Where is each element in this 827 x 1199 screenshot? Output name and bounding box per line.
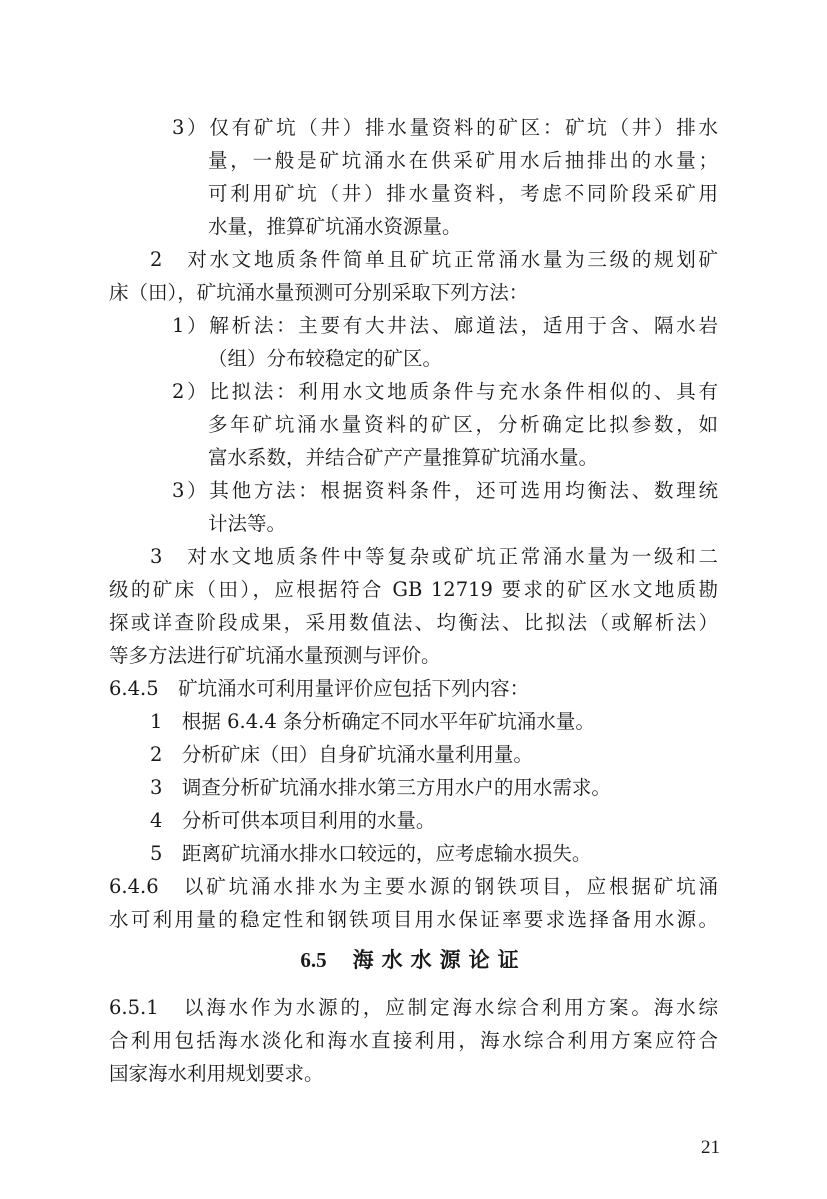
clause-6-5-1: 6.5.1 以海水作为水源的，应制定海水综合利用方案。海水综 <box>109 996 718 1019</box>
text-line-13: 计法等。 <box>208 512 287 535</box>
list-item-2: 2 分析矿床（田）自身矿坑涌水量利用量。 <box>150 743 533 766</box>
list-item-1: 1 根据 6.4.4 条分析确定不同水平年矿坑涌水量。 <box>150 710 595 733</box>
text-line-8: （组）分布较稳定的矿区。 <box>208 347 443 370</box>
clause-6-4-6: 6.4.6 以矿坑涌水排水为主要水源的钢铁项目，应根据矿坑涌 <box>109 875 718 898</box>
text-line-16: 探或详查阶段成果，采用数值法、均衡法、比拟法（或解析法） <box>109 611 718 634</box>
text-line-17: 等多方法进行矿坑涌水量预测与评价。 <box>109 644 441 667</box>
text-line-15: 级的矿床（田），应根据符合 GB 12719 要求的矿区水文地质勘 <box>109 578 718 601</box>
text-line-3: 可利用矿坑（井）排水量资料，考虑不同阶段采矿用 <box>208 182 718 205</box>
text-line-10: 多年矿坑涌水量资料的矿区，分析确定比拟参数，如 <box>208 413 718 436</box>
clause-6-4-5: 6.4.5 矿坑涌水可利用量评价应包括下列内容： <box>109 677 530 700</box>
section-number: 6.5 <box>300 948 327 972</box>
text-line-2: 量，一般是矿坑涌水在供采矿用水后抽排出的水量； <box>208 149 718 172</box>
section-heading <box>0 945 827 975</box>
text-line-4: 水量，推算矿坑涌水资源量。 <box>208 215 462 238</box>
text-line-29: 国家海水利用规划要求。 <box>109 1062 324 1085</box>
text-line-25: 水可利用量的稳定性和钢铁项目用水保证率要求选择备用水源。 <box>109 908 718 931</box>
text-line-5: 2 对水文地质条件简单且矿坑正常涌水量为三级的规划矿 <box>150 248 718 271</box>
text-line-14: 3 对水文地质条件中等复杂或矿坑正常涌水量为一级和二 <box>150 545 718 568</box>
text-line-6: 床（田），矿坑涌水量预测可分别采取下列方法： <box>109 281 529 304</box>
text-line-12: 3）其他方法：根据资料条件，还可选用均衡法、数理统 <box>172 479 718 502</box>
list-item-4: 4 分析可供本项目利用的水量。 <box>150 809 436 832</box>
section-title: 海水水源论证 <box>352 948 527 972</box>
text-line-28: 合利用包括海水淡化和海水直接利用，海水综合利用方案应符合 <box>109 1029 718 1052</box>
text-line-11: 富水系数，并结合矿产产量推算矿坑涌水量。 <box>208 446 599 469</box>
text-line-7: 1）解析法：主要有大井法、廊道法，适用于含、隔水岩 <box>172 314 718 337</box>
text-line-9: 2）比拟法：利用水文地质条件与充水条件相似的、具有 <box>172 380 718 403</box>
list-item-3: 3 调查分析矿坑涌水排水第三方用水户的用水需求。 <box>150 776 611 799</box>
page-number: 21 <box>701 1137 720 1158</box>
list-item-5: 5 距离矿坑涌水排水口较远的，应考虑输水损失。 <box>150 842 592 865</box>
text-line-1: 3）仅有矿坑（井）排水量资料的矿区：矿坑（井）排水 <box>172 116 718 139</box>
